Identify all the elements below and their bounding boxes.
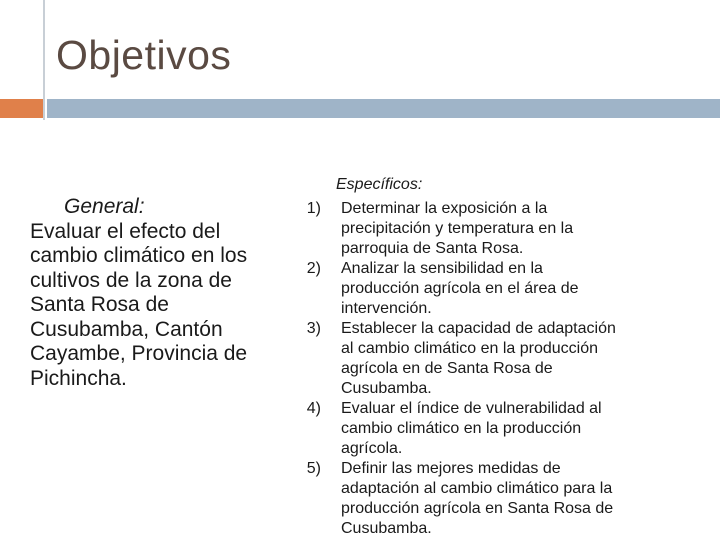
general-line: Pichincha.	[30, 366, 127, 390]
item-number: 5)	[306, 460, 321, 477]
left-decor-line	[43, 0, 45, 120]
general-line: cambio climático en los	[30, 244, 248, 267]
list-item	[291, 459, 711, 539]
item-line: Establecer la capacidad de adaptación	[341, 320, 616, 337]
general-heading: General:	[64, 195, 145, 218]
list-item	[291, 259, 711, 319]
general-objective	[30, 195, 282, 391]
item-number: 1)	[306, 200, 321, 217]
general-line: Evaluar el efecto del	[30, 219, 221, 243]
specific-objectives-list	[291, 199, 711, 539]
item-line: producción agrícola en Santa Rosa de	[341, 500, 614, 517]
item-line: parroquia de Santa Rosa.	[341, 240, 524, 257]
item-line: agrícola en de Santa Rosa de	[341, 360, 553, 377]
item-line: precipitación y temperatura en la	[341, 220, 574, 237]
item-line: Definir las mejores medidas de	[341, 460, 561, 477]
item-line: Determinar la exposición a la	[341, 200, 548, 217]
general-line: Santa Rosa de	[30, 293, 169, 316]
item-line: al cambio climático en la producción	[341, 340, 599, 357]
item-number: 3)	[306, 320, 321, 337]
item-line: agrícola.	[341, 440, 403, 457]
list-item	[291, 399, 711, 459]
list-item	[291, 319, 711, 399]
specific-heading: Específicos:	[336, 176, 423, 193]
item-line: intervención.	[341, 300, 432, 317]
general-line: Cusubamba, Cantón	[30, 317, 223, 341]
item-line: producción agrícola en el área de	[341, 280, 579, 297]
list-item	[291, 199, 711, 259]
item-line: adaptación al cambio climático para la	[341, 480, 613, 497]
item-line: Evaluar el índice de vulnerabilidad al	[341, 400, 602, 417]
item-line: Analizar la sensibilidad en la	[341, 260, 543, 277]
general-line: Cayambe, Provincia de	[30, 342, 248, 365]
item-line: Cusubamba.	[341, 380, 432, 397]
accent-bar-blue	[47, 99, 720, 118]
item-line: Cusubamba.	[341, 520, 432, 537]
item-line: cambio climático en la producción	[341, 420, 582, 437]
item-number: 4)	[306, 400, 321, 417]
accent-bar-orange	[0, 99, 43, 118]
item-number: 2)	[306, 260, 321, 277]
general-line: cultivos de la zona de	[30, 268, 232, 292]
slide-title: Objetivos	[56, 32, 232, 78]
